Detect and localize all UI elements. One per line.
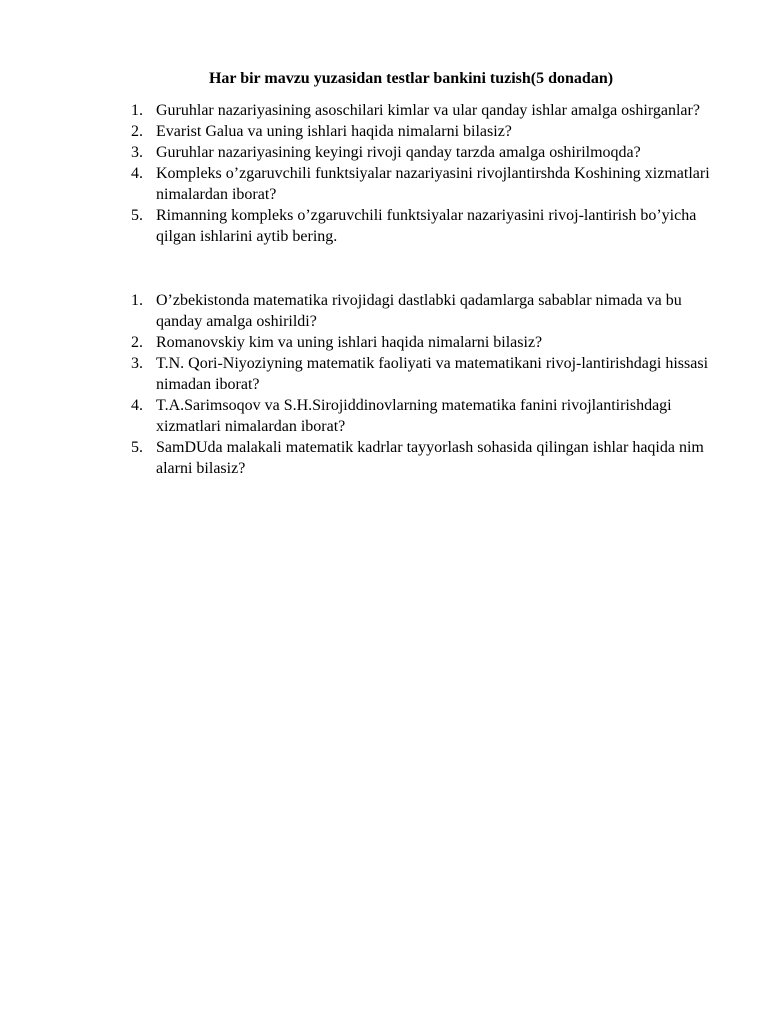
list-item-text: Guruhlar nazariyasining keyingi rivoji qanday tarzda amalga oshirilmoqda? bbox=[156, 144, 641, 161]
list-item bbox=[131, 353, 721, 395]
list-item bbox=[131, 100, 721, 121]
list-item-text: Kompleks o’zgaruvchili funktsiyalar nazariyasini rivojlantirshda Koshining xizmatlari nimalardan iborat? bbox=[156, 165, 710, 203]
question-list-1 bbox=[131, 100, 721, 247]
list-item bbox=[131, 437, 721, 479]
list-item-number: 1. bbox=[131, 292, 143, 309]
list-item bbox=[131, 121, 721, 142]
question-list-2 bbox=[131, 290, 721, 479]
list-item-text: Rimanning kompleks o’zgaruvchili funktsiyalar nazariyasini rivoj-lantirish bo’yicha qilgan ishlarini aytib bering. bbox=[156, 207, 697, 245]
list-item-text: Evarist Galua va uning ishlari haqida nimalarni bilasiz? bbox=[156, 123, 512, 140]
list-item-text: Romanovskiy kim va uning ishlari haqida nimalarni bilasiz? bbox=[156, 334, 543, 351]
list-item-number: 3. bbox=[131, 144, 143, 161]
list-item-number: 4. bbox=[131, 165, 143, 182]
list-item-text: T.N. Qori-Niyoziyning matematik faoliyati va matematikani rivoj-lantirishdagi hissasi nimadan iborat? bbox=[156, 355, 709, 393]
list-item-number: 2. bbox=[131, 123, 143, 140]
list-item-text: O’zbekistonda matematika rivojidagi dastlabki qadamlarga sabablar nimada va bu qanday amalga oshirildi? bbox=[156, 292, 682, 330]
list-item-number: 4. bbox=[131, 397, 143, 414]
list-item-number: 5. bbox=[131, 439, 143, 456]
list-item-number: 1. bbox=[131, 102, 143, 119]
list-item bbox=[131, 290, 721, 332]
document-title: Har bir mavzu yuzasidan testlar bankini tuzish(5 donadan) bbox=[208, 70, 614, 87]
list-item-number: 2. bbox=[131, 334, 143, 351]
list-item bbox=[131, 205, 721, 247]
list-item-text: T.A.Sarimsoqov va S.H.Sirojiddinovlarning matematika fanini rivojlantirishdagi xizmatlari nimalardan iborat? bbox=[156, 397, 672, 435]
list-item-text: Guruhlar nazariyasining asoschilari kimlar va ular qanday ishlar amalga oshirganlar? bbox=[156, 102, 700, 119]
list-item bbox=[131, 163, 721, 205]
list-item bbox=[131, 395, 721, 437]
list-item-number: 5. bbox=[131, 207, 143, 224]
list-item-number: 3. bbox=[131, 355, 143, 372]
list-item bbox=[131, 332, 721, 353]
list-item bbox=[131, 142, 721, 163]
list-item-text: SamDUda malakali matematik kadrlar tayyorlash sohasida qilingan ishlar haqida nim alarni bilasiz? bbox=[156, 439, 704, 477]
